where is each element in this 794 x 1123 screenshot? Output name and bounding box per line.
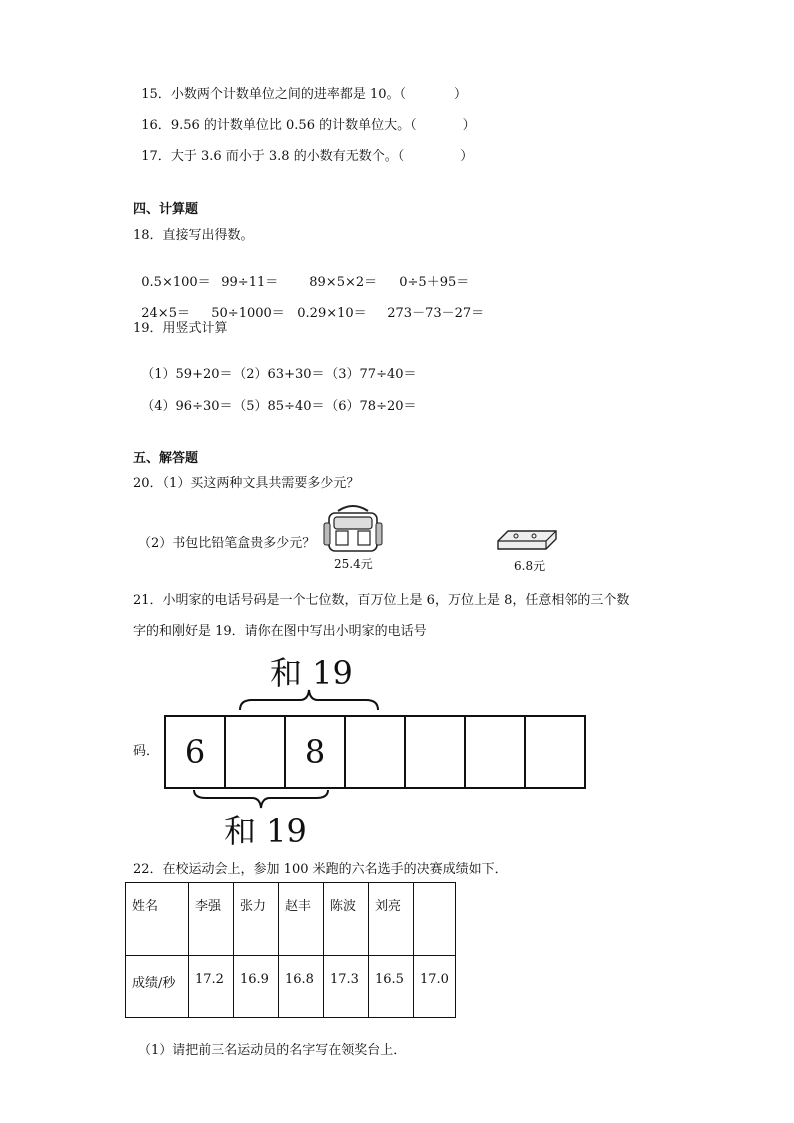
digit-box[interactable]: 6 xyxy=(166,717,226,787)
answer-paren-close: ） xyxy=(454,87,468,102)
calc-row-1 xyxy=(133,256,469,290)
table-cell: 17.0 xyxy=(414,956,456,1018)
table-cell xyxy=(414,883,456,956)
table-row xyxy=(126,883,456,956)
bag-price: 25.4元 xyxy=(334,557,373,571)
digit-box[interactable] xyxy=(406,717,466,787)
question-22: 22．在校运动会上，参加 100 米跑的六名选手的决赛成绩如下． xyxy=(133,862,508,877)
section-heading-solve: 五、解答题 xyxy=(133,451,199,466)
question-20-1: 20．（1）买这两种文具共需要多少元？ xyxy=(133,476,360,491)
question-text: 9.56 的计数单位比 0.56 的计数单位大。（ xyxy=(170,118,417,133)
table-cell: 刘亮 xyxy=(369,883,414,956)
answer-paren-close: ） xyxy=(462,118,476,133)
table-cell: 陈波 xyxy=(324,883,369,956)
question-number: 15． xyxy=(141,87,171,102)
question-20-2: （2）书包比铅笔盒贵多少元？ xyxy=(138,536,316,551)
section-heading-calc: 四、计算题 xyxy=(133,202,199,217)
calc-item: 24×5＝ xyxy=(141,306,190,321)
question-text: 大于 3.6 而小于 3.8 的小数有无数个。（ xyxy=(170,149,405,164)
question-19: 19．用竖式计算 xyxy=(133,321,228,336)
table-cell: 16.5 xyxy=(369,956,414,1018)
digit-box[interactable] xyxy=(346,717,406,787)
pencil-case-price: 6.8元 xyxy=(514,559,546,573)
calc-item: （2）63+30＝ xyxy=(233,367,325,382)
calc-item: （1）59+20＝ xyxy=(141,367,233,382)
calc-item: 99÷11＝ xyxy=(221,275,279,290)
vertical-row-1 xyxy=(133,348,417,382)
brace-top xyxy=(238,688,380,712)
question-16 xyxy=(133,99,476,133)
phone-number-grid xyxy=(164,715,586,789)
calc-item: （6）78÷20＝ xyxy=(325,399,417,414)
table-cell: 赵丰 xyxy=(279,883,324,956)
question-21-tail: 码． xyxy=(133,744,160,759)
sum-label-bottom: 和 19 xyxy=(224,812,307,850)
table-cell: 姓名 xyxy=(126,883,189,956)
question-21-line2: 字的和刚好是 19．请你在图中写出小明家的电话号 xyxy=(133,624,427,639)
question-18: 18．直接写出得数。 xyxy=(133,228,254,243)
question-22-1: （1）请把前三名运动员的名字写在领奖台上． xyxy=(138,1043,407,1058)
calc-item: 0.29×10＝ xyxy=(297,306,367,321)
question-17 xyxy=(133,130,473,164)
vertical-row-2 xyxy=(133,380,417,414)
question-15 xyxy=(133,68,467,102)
table-cell: 16.9 xyxy=(234,956,279,1018)
table-cell: 16.8 xyxy=(279,956,324,1018)
calc-item: 273－73－27＝ xyxy=(387,306,485,321)
results-table xyxy=(125,882,456,1018)
table-cell: 张力 xyxy=(234,883,279,956)
calc-item: 50÷1000＝ xyxy=(211,306,285,321)
digit-box[interactable] xyxy=(526,717,584,787)
digit-box[interactable] xyxy=(466,717,526,787)
table-cell: 李强 xyxy=(189,883,234,956)
calc-item: 0÷5＋95＝ xyxy=(399,275,470,290)
calc-item: （5）85÷40＝ xyxy=(233,399,325,414)
answer-paren-close: ） xyxy=(460,149,474,164)
table-cell: 成绩/秒 xyxy=(126,956,189,1018)
question-number: 17． xyxy=(141,149,171,164)
table-cell: 17.2 xyxy=(189,956,234,1018)
school-bag-icon xyxy=(322,503,384,555)
calc-row-2 xyxy=(133,287,484,321)
table-row xyxy=(126,956,456,1018)
question-text: 小数两个计数单位之间的进率都是 10。（ xyxy=(170,87,406,102)
calc-item: （3）77÷40＝ xyxy=(325,367,417,382)
digit-box[interactable] xyxy=(226,717,286,787)
digit-box[interactable]: 8 xyxy=(286,717,346,787)
calc-item: 89×5×2＝ xyxy=(309,275,378,290)
calc-item: 0.5×100＝ xyxy=(141,275,211,290)
pencil-case-icon xyxy=(494,527,560,553)
calc-item: （4）96÷30＝ xyxy=(141,399,233,414)
question-number: 16． xyxy=(141,118,171,133)
question-21-line1: 21．小明家的电话号码是一个七位数，百万位上是 6，万位上是 8，任意相邻的三个数 xyxy=(133,593,630,608)
sum-label-top: 和 19 xyxy=(270,654,353,692)
table-cell: 17.3 xyxy=(324,956,369,1018)
